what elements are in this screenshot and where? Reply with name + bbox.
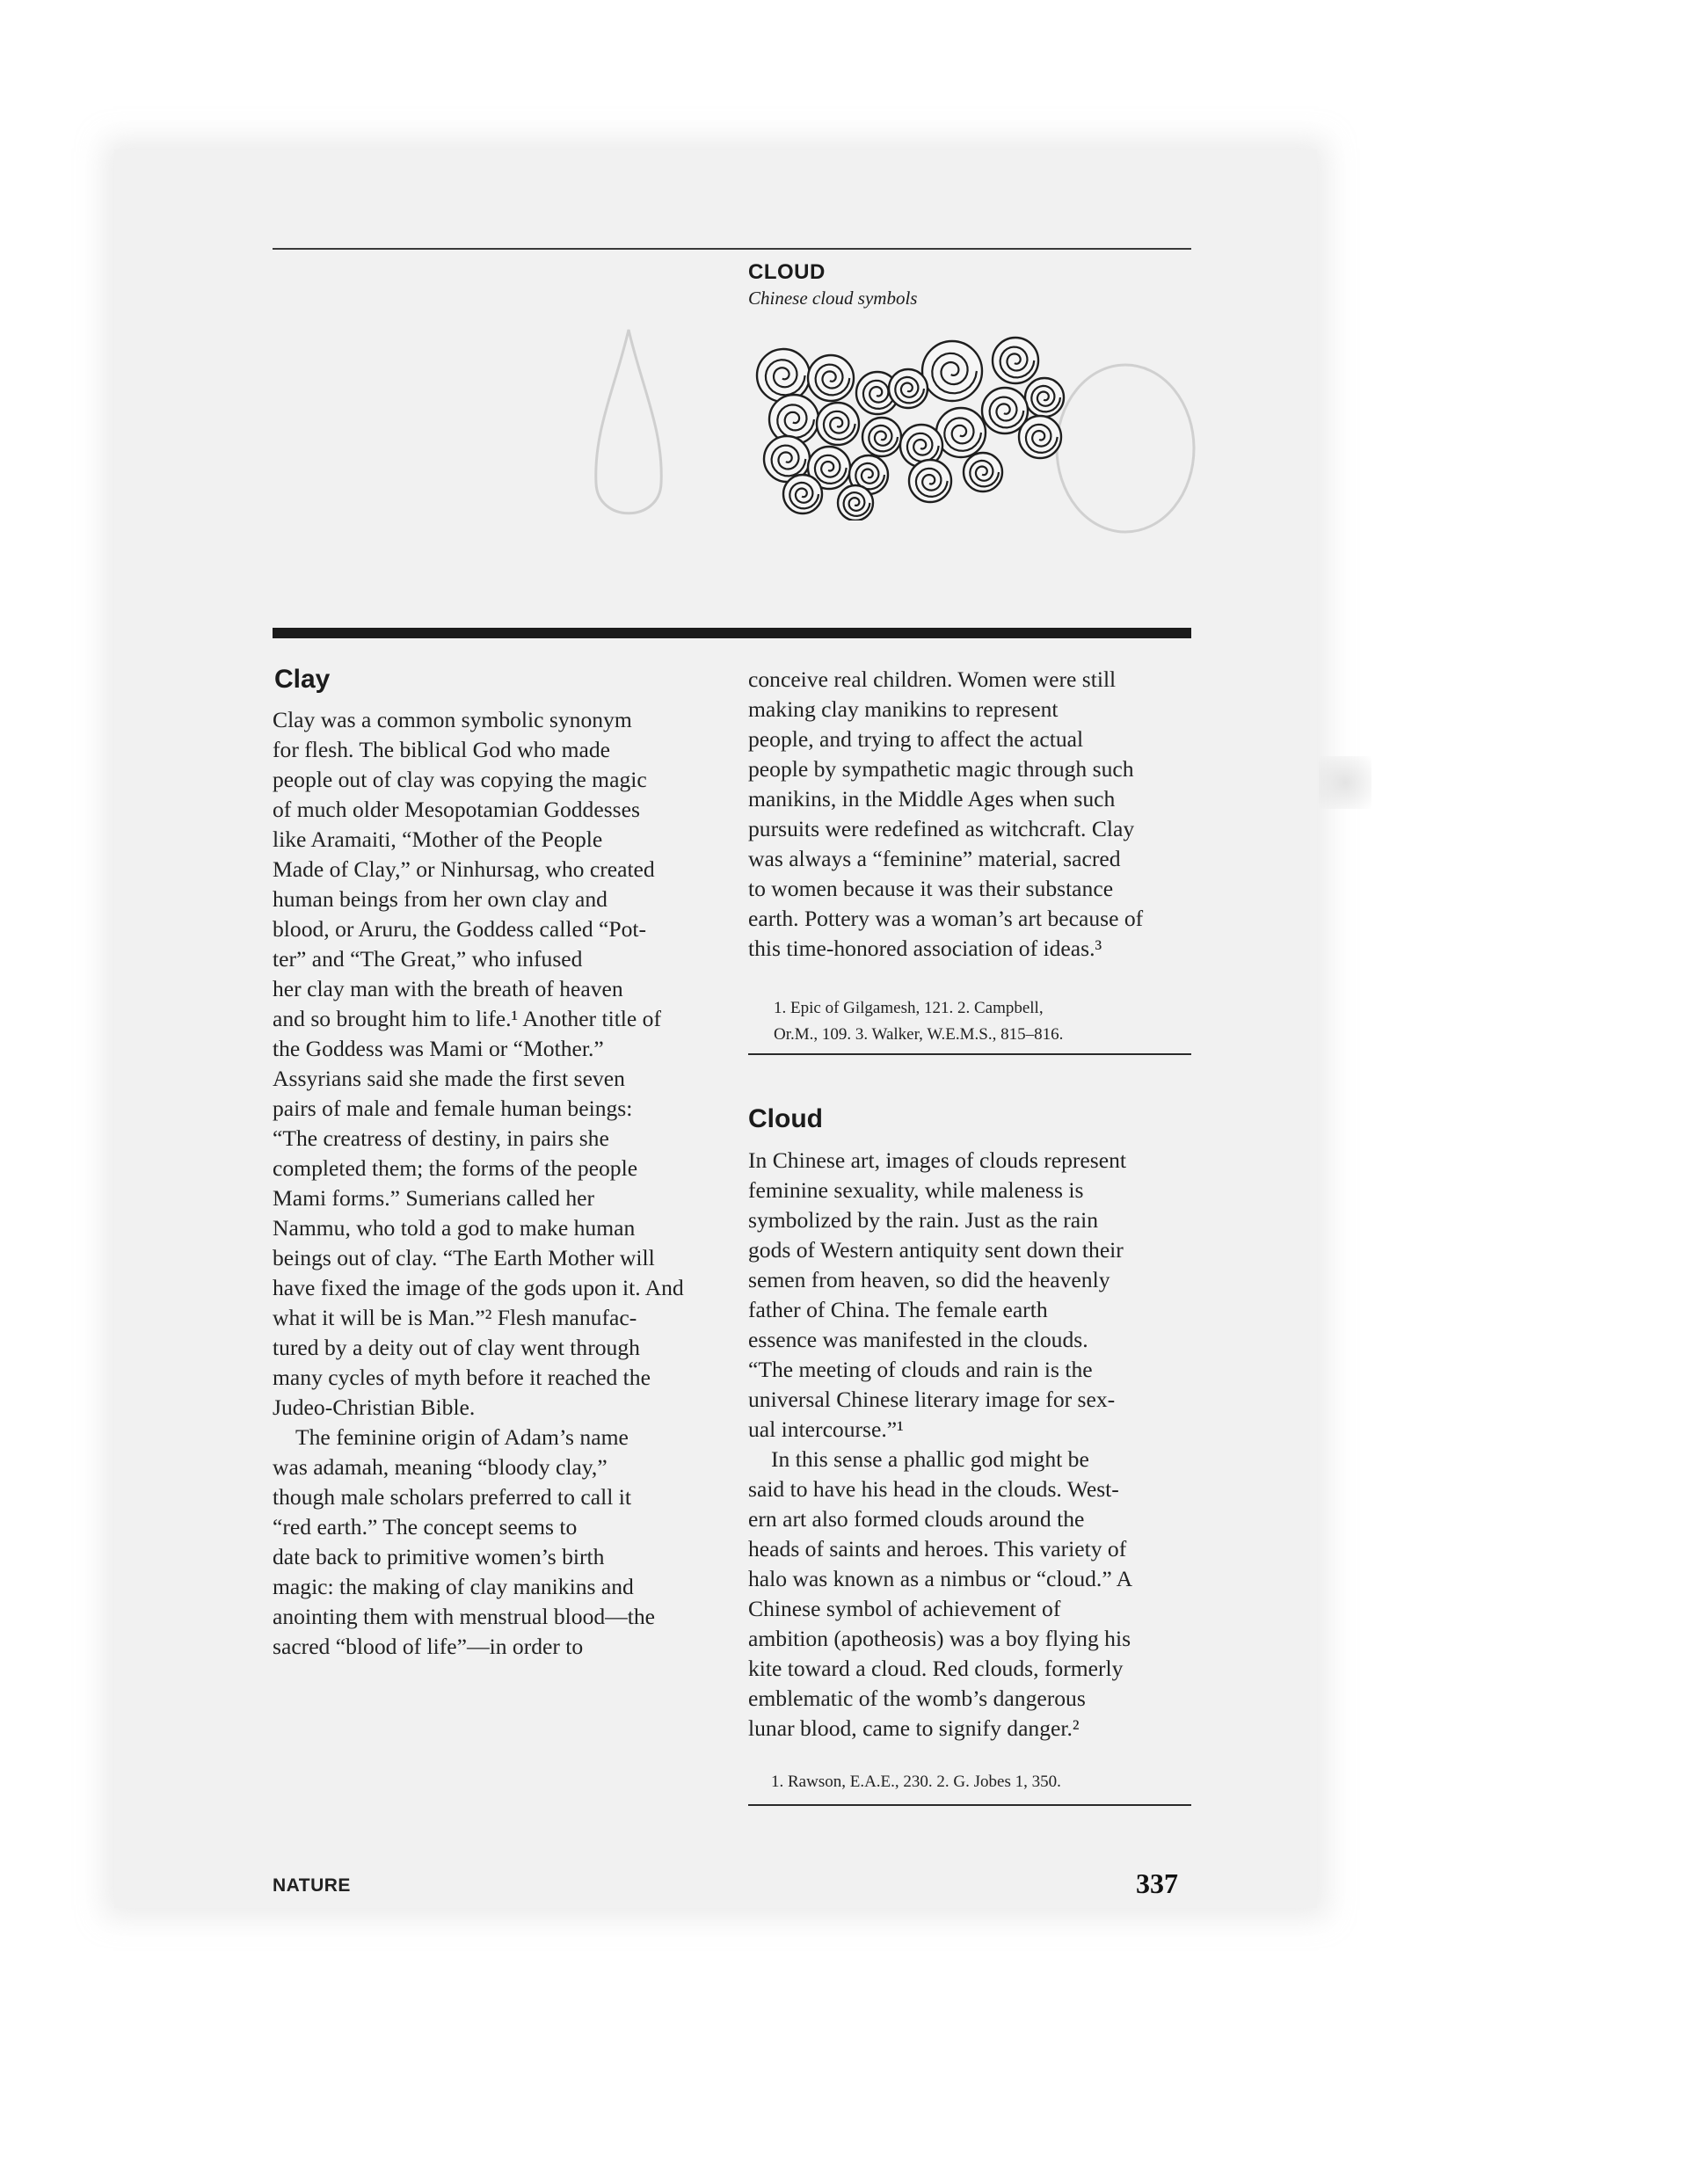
- text-line: kite toward a cloud. Red clouds, formerly: [748, 1656, 1124, 1681]
- text-line: blood, or Aruru, the Goddess called “Pot-: [273, 916, 647, 942]
- text-line: ual intercourse.”¹: [748, 1416, 904, 1442]
- text-line: 1. Rawson, E.A.E., 230. 2. G. Jobes 1, 350.: [771, 1773, 1061, 1791]
- text-line: semen from heaven, so did the heavenly: [748, 1267, 1110, 1292]
- text-line: was always a “feminine” material, sacred: [748, 846, 1121, 871]
- cloud-notes-rule: [748, 1804, 1191, 1806]
- text-line: Clay was a common symbolic synonym: [273, 707, 632, 732]
- text-line: many cycles of myth before it reached the: [273, 1365, 651, 1390]
- section-rule: [273, 628, 1191, 638]
- text-line: tured by a deity out of clay went through: [273, 1335, 640, 1360]
- text-line: universal Chinese literary image for sex-: [748, 1387, 1116, 1412]
- text-line: 1. Epic of Gilgamesh, 121. 2. Campbell,: [774, 999, 1044, 1017]
- section-footer: NATURE: [273, 1875, 351, 1896]
- text-line: date back to primitive women’s birth: [273, 1544, 605, 1569]
- text-line: magic: the making of clay manikins and: [273, 1574, 634, 1599]
- cloud-spiral-outline: [922, 341, 982, 401]
- figure-title: CLOUD: [748, 260, 826, 284]
- top-rule: [273, 248, 1191, 250]
- text-line: heads of saints and heroes. This variety of: [748, 1536, 1127, 1562]
- text-line: Mami forms.” Sumerians called her: [273, 1185, 595, 1211]
- text-line: though male scholars preferred to call it: [273, 1484, 631, 1510]
- text-line: people, and trying to affect the actual: [748, 726, 1084, 752]
- text-line: lunar blood, came to signify danger.²: [748, 1715, 1080, 1741]
- text-line: beings out of clay. “The Earth Mother will: [273, 1245, 655, 1270]
- text-line: her clay man with the breath of heaven: [273, 976, 623, 1001]
- cloud-heading: Cloud: [748, 1104, 823, 1133]
- text-line: Assyrians said she made the first seven: [273, 1066, 625, 1091]
- text-line: people out of clay was copying the magic: [273, 767, 647, 792]
- text-line: “The meeting of clouds and rain is the: [748, 1357, 1093, 1382]
- text-line: Made of Clay,” or Ninhursag, who created: [273, 856, 655, 882]
- text-line: “red earth.” The concept seems to: [273, 1514, 578, 1540]
- text-line: completed them; the forms of the people: [273, 1155, 638, 1181]
- text-line: earth. Pottery was a woman’s art because of: [748, 906, 1144, 931]
- clay-heading: Clay: [274, 665, 331, 694]
- text-line: of much older Mesopotamian Goddesses: [273, 797, 640, 822]
- cloud-text: [748, 1146, 1132, 1744]
- text-line: said to have his head in the clouds. West-: [748, 1476, 1119, 1502]
- clay-text-left: [273, 705, 684, 1662]
- chinese-cloud-spirals-icon: [741, 327, 1093, 521]
- clay-footnotes: [774, 995, 1063, 1048]
- text-line: to women because it was their substance: [748, 876, 1114, 901]
- text-line: In Chinese art, images of clouds represent: [748, 1147, 1126, 1173]
- text-line: human beings from her own clay and: [273, 886, 608, 912]
- text-line: essence was manifested in the clouds.: [748, 1327, 1088, 1352]
- text-line: “The creatress of destiny, in pairs she: [273, 1125, 609, 1151]
- text-line: emblematic of the womb’s dangerous: [748, 1685, 1086, 1711]
- text-line: ter” and “The Great,” who infused: [273, 946, 583, 972]
- text-line: Nammu, who told a god to make human: [273, 1215, 636, 1241]
- text-line: symbolized by the rain. Just as the rain: [748, 1207, 1099, 1233]
- page-number: 337: [1136, 1867, 1178, 1899]
- text-line: Or.M., 109. 3. Walker, W.E.M.S., 815–816.: [774, 1025, 1064, 1044]
- text-line: manikins, in the Middle Ages when such: [748, 786, 1116, 812]
- text-line: what it will be is Man.”² Flesh manufac-: [273, 1305, 637, 1330]
- text-line: like Aramaiti, “Mother of the People: [273, 826, 603, 852]
- text-line: In this sense a phallic god might be: [771, 1446, 1089, 1472]
- text-line: was adamah, meaning “bloody clay,”: [273, 1454, 608, 1480]
- clay-notes-rule: [748, 1053, 1191, 1055]
- text-line: The feminine origin of Adam’s name: [295, 1424, 629, 1450]
- clay-text-right: [748, 665, 1143, 964]
- text-line: halo was known as a nimbus or “cloud.” A: [748, 1566, 1133, 1591]
- text-line: this time-honored association of ideas.³: [748, 935, 1102, 961]
- text-line: Judeo-Christian Bible.: [273, 1394, 476, 1420]
- water-drop-ghost-icon: [589, 325, 668, 545]
- text-line: feminine sexuality, while maleness is: [748, 1177, 1084, 1203]
- text-line: anointing them with menstrual blood—the: [273, 1604, 656, 1629]
- text-line: sacred “blood of life”—in order to: [273, 1634, 584, 1659]
- text-line: ern art also formed clouds around the: [748, 1506, 1085, 1532]
- text-line: the Goddess was Mami or “Mother.”: [273, 1036, 604, 1061]
- text-line: conceive real children. Women were still: [748, 666, 1117, 692]
- text-line: gods of Western antiquity sent down their: [748, 1237, 1124, 1263]
- text-line: making clay manikins to represent: [748, 696, 1059, 722]
- text-line: Chinese symbol of achievement of: [748, 1596, 1061, 1621]
- figure-subtitle: Chinese cloud symbols: [748, 288, 918, 309]
- text-line: pairs of male and female human beings:: [273, 1096, 633, 1121]
- cloud-footnotes: [771, 1769, 1061, 1795]
- text-line: and so brought him to life.¹ Another title of: [273, 1006, 661, 1031]
- text-line: have fixed the image of the gods upon it. And: [273, 1275, 684, 1300]
- text-line: people by sympathetic magic through such: [748, 756, 1134, 782]
- text-line: pursuits were redefined as witchcraft. Clay: [748, 816, 1135, 841]
- text-line: ambition (apotheosis) was a boy flying his: [748, 1626, 1131, 1651]
- text-line: for flesh. The biblical God who made: [273, 737, 611, 762]
- text-line: father of China. The female earth: [748, 1297, 1048, 1322]
